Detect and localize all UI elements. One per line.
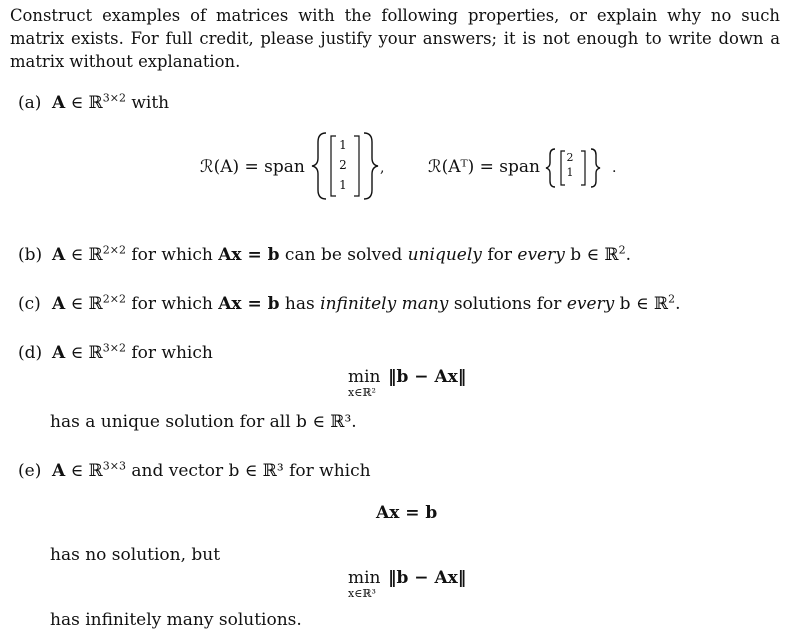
item-d-min: min: [348, 367, 381, 387]
item-d-in: ∈ ℝ: [65, 343, 103, 363]
item-a-label: (a): [18, 93, 42, 113]
item-c-matrix: A: [52, 294, 66, 314]
item-b-text: for: [481, 245, 518, 265]
problem-intro: Construct examples of matrices with the following properties, or explain why no such matrix exists. For full credit, please justify your answers; it is not enough to write down a matrix without explanation.: [10, 6, 780, 71]
item-b-exp: 2: [618, 243, 626, 257]
item-d-matrix: A: [52, 343, 66, 363]
vec1-entry: 1: [339, 138, 347, 152]
item-e-dim: 3×3: [102, 459, 126, 473]
vec2-entry: 2: [566, 151, 574, 164]
item-b-text: for which: [125, 245, 219, 265]
item-b: [18, 245, 631, 265]
item-c-exp: 2: [668, 292, 676, 306]
item-e-header: [18, 461, 371, 481]
item-d-dim: 3×2: [102, 341, 126, 355]
item-e-text: and vector b ∈ ℝ³ for which: [125, 461, 371, 481]
item-a-vec2: [563, 150, 577, 180]
item-b-matrix: A: [52, 245, 66, 265]
item-b-equation: Ax = b: [218, 245, 280, 265]
item-a-eq2-lhs: ℛ(Aᵀ) = span: [428, 157, 540, 177]
item-c-in: ∈ ℝ: [65, 294, 103, 314]
item-d-header: [18, 343, 213, 363]
item-a-matrix: A: [52, 93, 66, 113]
item-b-text: b ∈ ℝ: [564, 245, 619, 265]
item-b-dim: 2×2: [102, 243, 126, 257]
item-c-text: for which: [125, 294, 219, 314]
item-e-label: (e): [18, 461, 42, 481]
vec2-entry: 1: [566, 166, 574, 179]
item-b-end: .: [625, 245, 632, 265]
item-a-vec1: [335, 137, 351, 193]
item-d-text: for which: [125, 343, 213, 363]
item-c-equation: Ax = b: [218, 294, 280, 314]
item-c-text: solutions for: [448, 294, 567, 314]
item-e-equation: Ax = b: [376, 503, 438, 523]
item-a-text: with: [125, 93, 170, 113]
item-c-end: .: [675, 294, 681, 314]
item-e-in: ∈ ℝ: [65, 461, 103, 481]
item-d-norm: ‖b − Ax‖: [388, 367, 467, 387]
item-e-subscript: x∈ℝ³: [348, 587, 376, 600]
item-a-eq1-lhs: ℛ(A) = span: [200, 157, 305, 177]
item-a-period: .: [612, 160, 617, 176]
item-b-in: ∈ ℝ: [65, 245, 103, 265]
item-c-text: has: [279, 294, 321, 314]
item-c-emphasis: every: [566, 294, 615, 314]
item-c: [18, 294, 681, 314]
item-b-emphasis: uniquely: [407, 245, 482, 265]
item-d-after: has a unique solution for all b ∈ ℝ³.: [50, 412, 357, 432]
vec1-entry: 1: [339, 178, 347, 192]
item-d-label: (d): [18, 343, 43, 363]
item-b-emphasis: every: [517, 245, 565, 265]
item-a-dim: 3×2: [102, 91, 126, 105]
item-c-text: b ∈ ℝ: [614, 294, 669, 314]
item-c-emphasis: infinitely many: [320, 294, 449, 314]
item-b-label: (b): [18, 245, 43, 265]
item-e-matrix: A: [52, 461, 66, 481]
item-e-mid: has no solution, but: [50, 545, 221, 565]
vec1-entry: 2: [339, 158, 347, 172]
item-a-in: ∈ ℝ: [65, 93, 103, 113]
item-c-label: (c): [18, 294, 41, 314]
item-e-min: min: [348, 568, 381, 588]
item-c-dim: 2×2: [102, 292, 126, 306]
item-a-comma: ,: [380, 160, 385, 176]
item-d-subscript: x∈ℝ²: [348, 386, 376, 399]
item-b-text: can be solved: [279, 245, 408, 265]
item-a-header: [18, 93, 169, 113]
item-e-norm: ‖b − Ax‖: [388, 568, 467, 588]
item-e-after: has infinitely many solutions.: [50, 610, 302, 630]
